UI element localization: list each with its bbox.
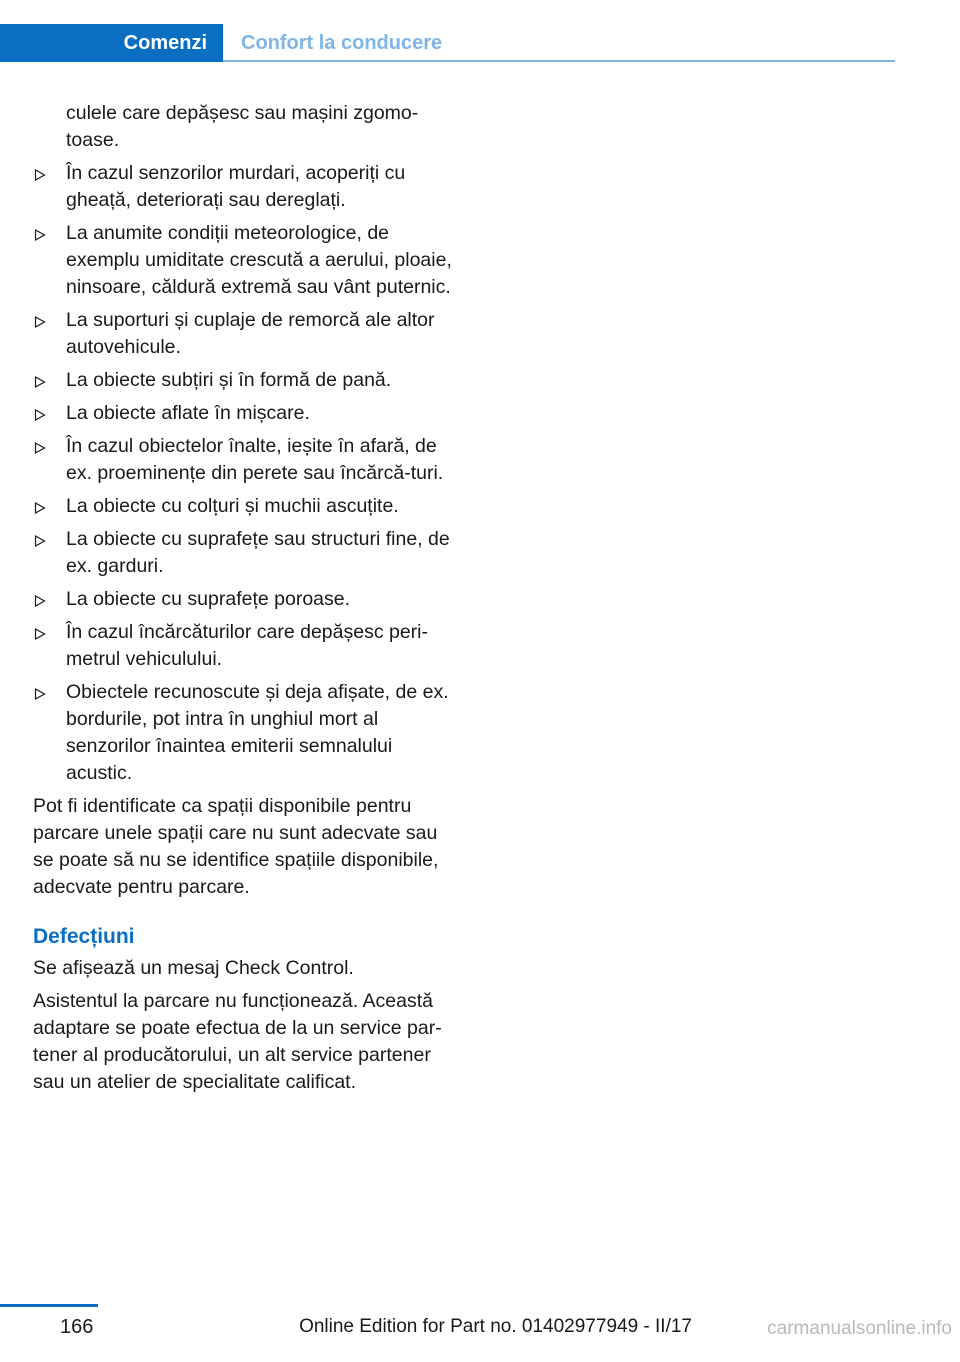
header-divider bbox=[223, 60, 895, 62]
list-item bbox=[33, 367, 453, 394]
list-item-text: La obiecte subțiri și în formă de pană. bbox=[66, 369, 392, 391]
list-item-text: În cazul obiectelor înalte, ieșite în afară, de ex. proeminențe din perete sau încărcă‐turi. bbox=[66, 435, 444, 484]
list-item bbox=[33, 160, 453, 214]
list-item-text: La obiecte cu colțuri și muchii ascuțite. bbox=[66, 495, 399, 517]
list-item-text: În cazul senzorilor murdari, acoperiți cu gheață, deteriorați sau dereglați. bbox=[66, 162, 406, 211]
triangle-right-icon bbox=[34, 494, 48, 521]
triangle-right-icon bbox=[34, 527, 48, 554]
list-item-text: La anumite condiții meteorologice, de exemplu umiditate crescută a aerului, ploaie, ninsoare, căldură extremă sau vânt puternic. bbox=[66, 222, 452, 298]
footer-divider bbox=[0, 1304, 98, 1307]
list-item-text: În cazul încărcăturilor care depășesc peri‐metrul vehiculului. bbox=[66, 621, 428, 670]
continuation-text: culele care depășesc sau mașini zgomo‐toase. bbox=[66, 102, 419, 151]
triangle-right-icon bbox=[34, 221, 48, 248]
list-item bbox=[33, 586, 453, 613]
list-item bbox=[33, 526, 453, 580]
list-item-text: Obiectele recunoscute și deja afișate, de ex. bordurile, pot intra în unghiul mort al senzorilor înaintea emiterii semnalului acustic. bbox=[66, 681, 449, 784]
list-item bbox=[33, 307, 453, 361]
triangle-right-icon bbox=[34, 368, 48, 395]
triangle-right-icon bbox=[34, 620, 48, 647]
list-item bbox=[33, 433, 453, 487]
list-item-text: La suporturi și cuplaje de remorcă ale altor autovehicule. bbox=[66, 309, 435, 358]
section-paragraph: Se afișează un mesaj Check Control. bbox=[33, 957, 354, 979]
list-item bbox=[33, 619, 453, 673]
list-item bbox=[33, 679, 453, 787]
triangle-right-icon bbox=[34, 401, 48, 428]
tab-confort-label: Confort la conducere bbox=[241, 31, 443, 54]
body-paragraph: Pot fi identificate ca spații disponibile pentru parcare unele spații care nu sunt adecvate sau se poate să nu se identifice spațiile disponibile, adecvate pentru parcare. bbox=[33, 795, 439, 898]
list-item-text: La obiecte cu suprafețe poroase. bbox=[66, 588, 351, 610]
list-item-text: La obiecte aflate în mișcare. bbox=[66, 402, 310, 424]
triangle-right-icon bbox=[34, 434, 48, 461]
main-content bbox=[33, 100, 453, 1102]
list-item bbox=[33, 400, 453, 427]
triangle-right-icon bbox=[34, 161, 48, 188]
tab-comenzi-label: Comenzi bbox=[123, 31, 207, 54]
list-item bbox=[33, 220, 453, 301]
list-item bbox=[33, 493, 453, 520]
page-header bbox=[0, 0, 960, 64]
bullet-list bbox=[33, 160, 453, 787]
tab-comenzi[interactable] bbox=[0, 24, 223, 62]
page-number: 166 bbox=[60, 1316, 94, 1338]
edition-text: Online Edition for Part no. 01402977949 - II/17 bbox=[299, 1316, 692, 1337]
triangle-right-icon bbox=[34, 680, 48, 707]
triangle-right-icon bbox=[34, 308, 48, 335]
tab-confort-la-conducere[interactable] bbox=[223, 24, 442, 62]
section-heading: Defecțiuni bbox=[33, 925, 135, 948]
triangle-right-icon bbox=[34, 587, 48, 614]
list-item-text: La obiecte cu suprafețe sau structuri fine, de ex. garduri. bbox=[66, 528, 450, 577]
section-paragraph: Asistentul la parcare nu funcționează. Această adaptare se poate efectua de la un service par‐tener al producătorului, un alt service partener sau un atelier de specialitate calificat. bbox=[33, 990, 442, 1093]
watermark: carmanualsonline.info bbox=[767, 1318, 952, 1339]
